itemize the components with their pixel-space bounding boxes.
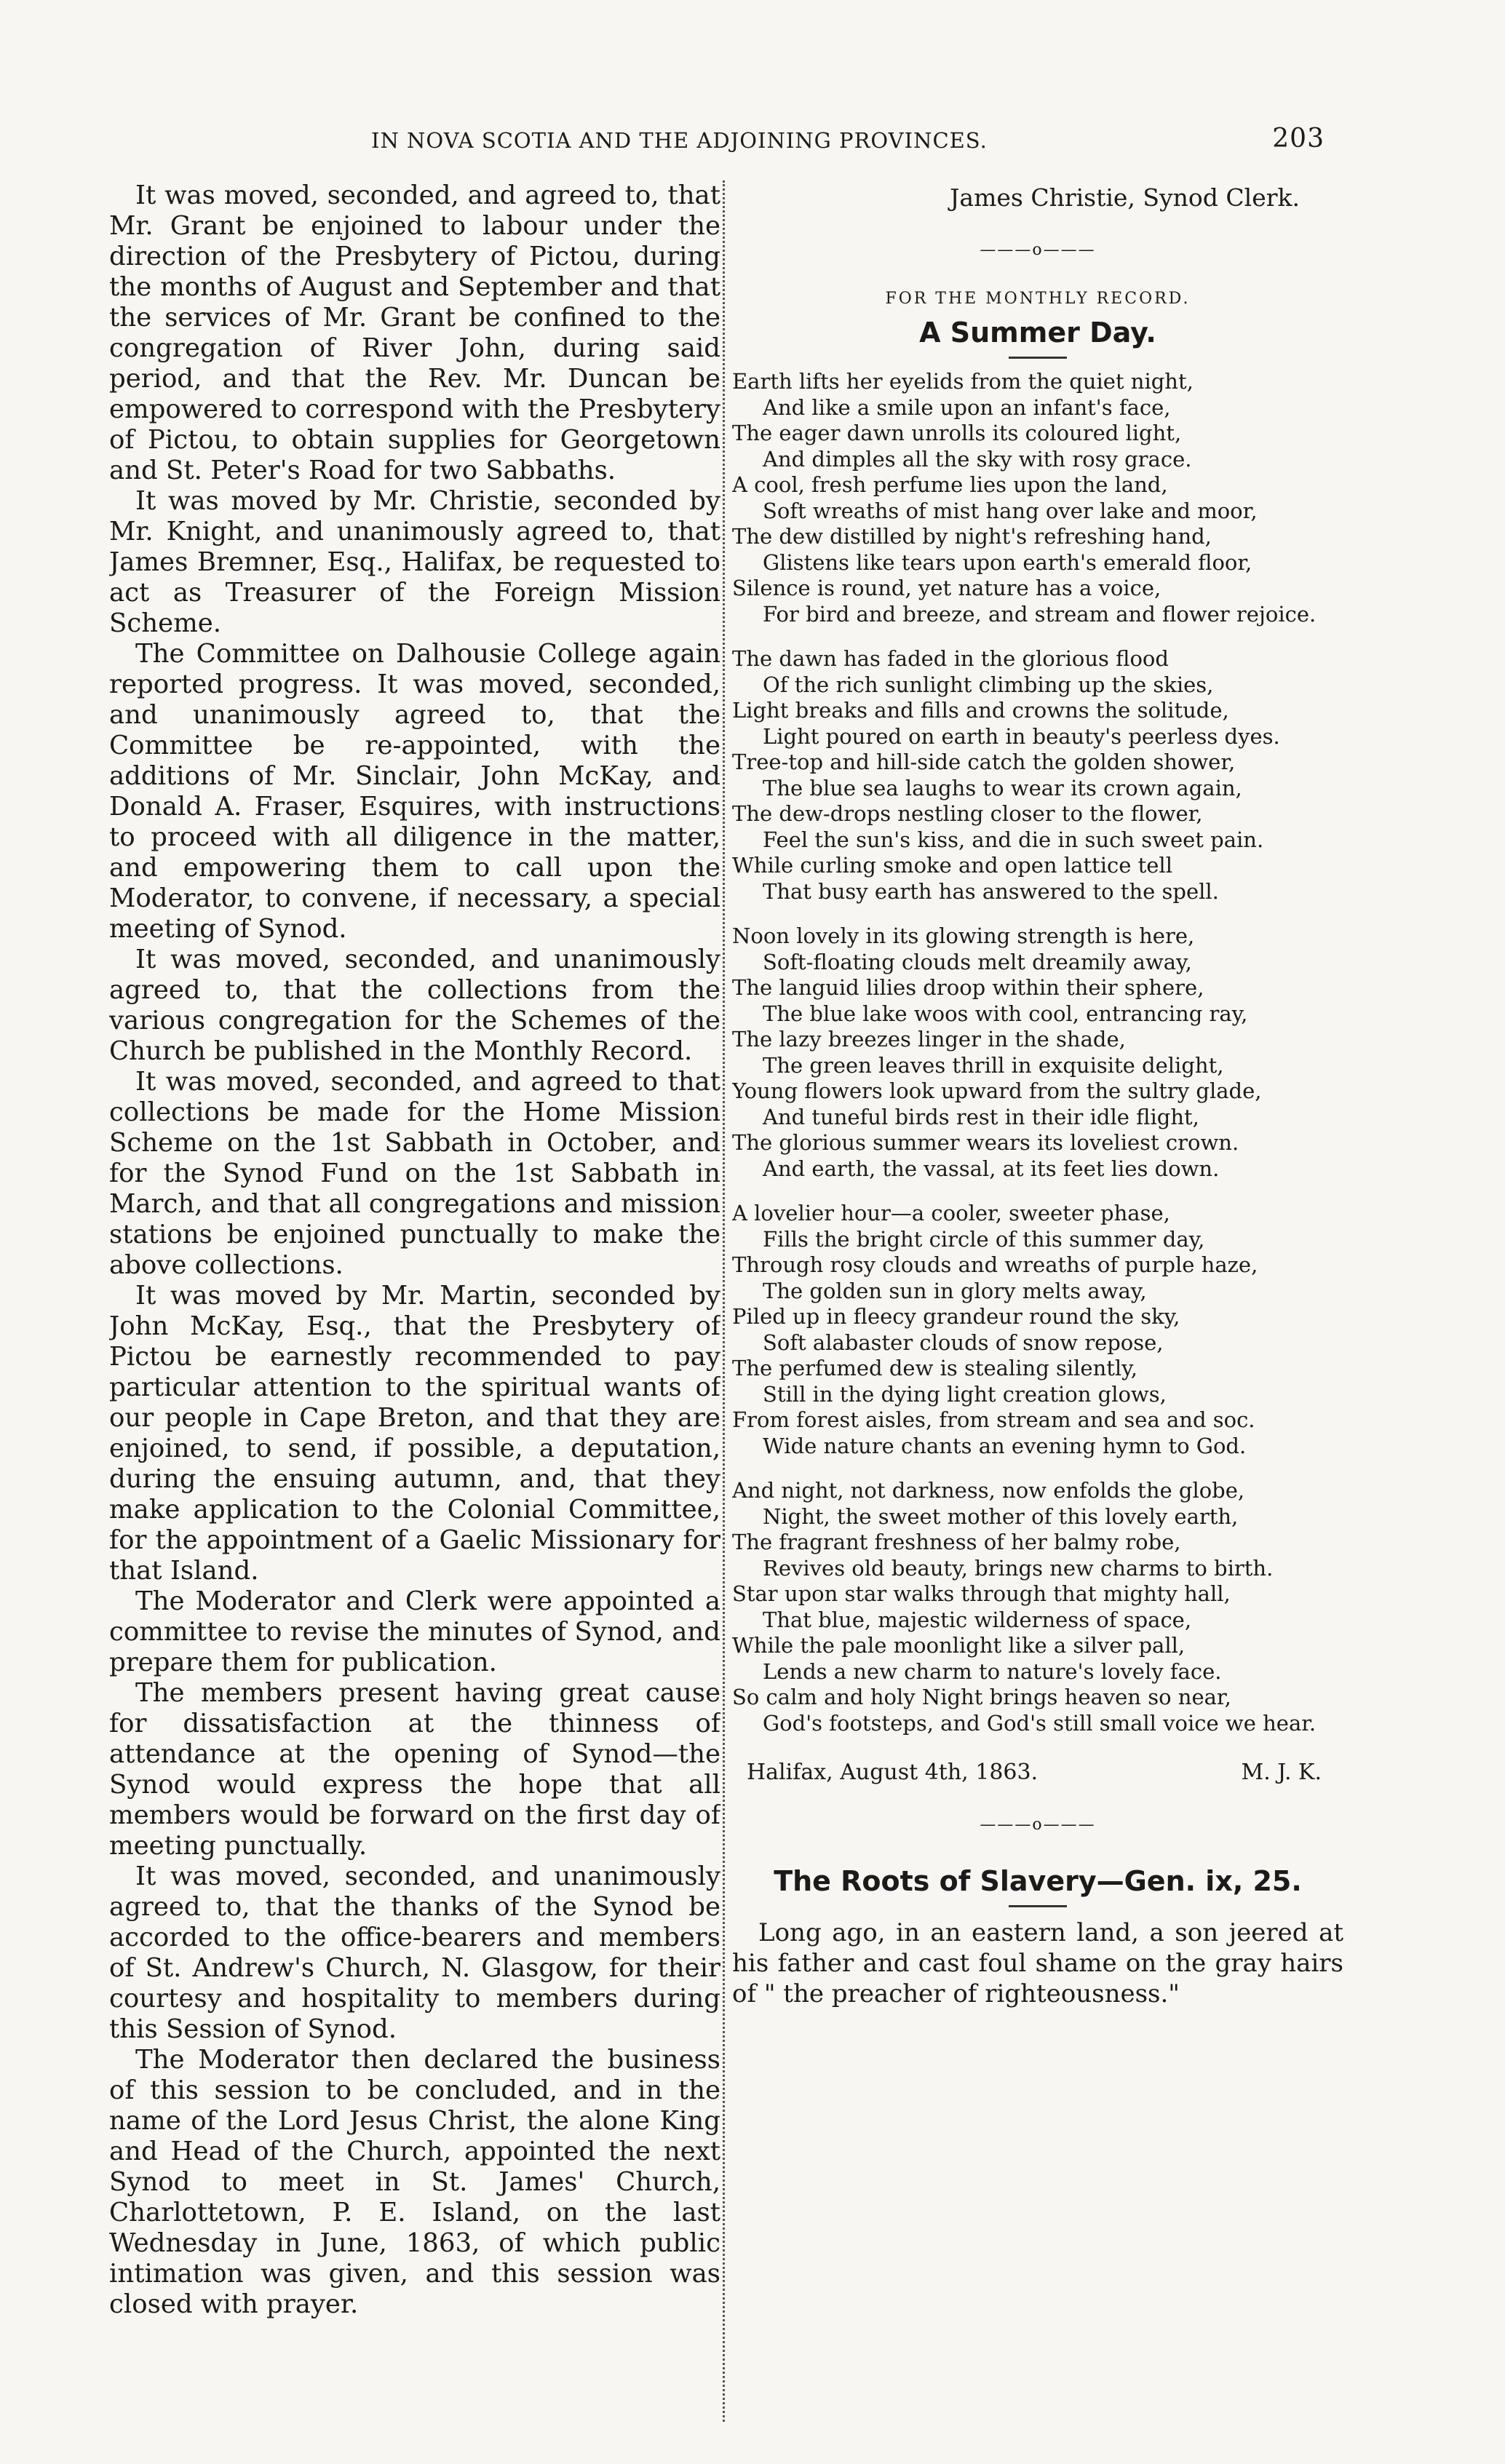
poem-line: Piled up in fleecy grandeur round the sky, [732,1304,1180,1329]
poem-line: So calm and holy Night brings heaven so near, [732,1685,1231,1709]
right-column [732,180,1343,2422]
poem-line: That blue, majestic wilderness of space, [763,1607,1192,1632]
poem-line: The fragrant freshness of her balmy robe, [732,1530,1181,1554]
article-opening: Long ago, in an eastern land, a son jeered at his father and cast foul shame on the gray hairs of " the preacher of righteousness." [732,1918,1343,2008]
poem-stanza [732,1201,1343,1459]
minutes-paragraph: It was moved, seconded, and agreed to, that Mr. Grant be enjoined to labour under the direction of the Presbytery of Pictou, during the months of August and September and that the services of Mr. Grant be confined to the congregation of River John, during said period, and that the Rev. Mr. Duncan be empowered to correspond with the Presbytery of Pictou, to obtain supplies for Georgetown and St. Peter's Road for two Sabbaths. [109,180,720,485]
minutes-paragraph: It was moved, seconded, and unanimously agreed to, that the thanks of the Synod be accorded to the office-bearers and members of St. Andrew's Church, N. Glasgow, for their courtesy and hospitality to members during this Session of Synod. [109,1861,720,2044]
poem-line: Noon lovely in its glowing strength is here, [732,923,1195,948]
minutes-paragraph: The members present having great cause for dissatisfaction at the thinness of attendance at the opening of Synod—the Synod would express the hope that all members would be forward on the first day of meeting punctually. [109,1678,720,1861]
poem-line: The blue sea laughs to wear its crown again, [763,775,1242,800]
poem-line: Tree-top and hill-side catch the golden shower, [732,750,1236,774]
poem-line: While the pale moonlight like a silver pall, [732,1633,1186,1658]
title-rule [1009,357,1067,359]
poem-line: The dawn has faded in the glorious flood [732,646,1169,671]
page-number: 203 [1272,124,1325,154]
poem-line: The golden sun in glory melts away, [763,1278,1147,1303]
poem-line: The languid lilies droop within their sphere, [732,975,1204,1000]
poem-stanza [732,923,1343,1182]
poem-line: Soft wreaths of mist hang over lake and moor, [763,498,1258,523]
poem-stanza [732,646,1343,905]
column-divider [723,180,725,2422]
poem-line: That busy earth has answered to the spell. [763,878,1219,904]
poem-line: A cool, fresh perfume lies upon the land, [732,472,1168,497]
poem-line: Feel the sun's kiss, and die in such sweet pain. [763,827,1264,852]
poem-line: And tuneful birds rest in their idle flight, [763,1104,1199,1129]
minutes-paragraph: It was moved by Mr. Martin, seconded by John McKay, Esq., that the Presbytery of Pictou be earnestly recommended to pay particular attention to the spiritual wants of our people in Cape Breton, and that they are enjoined, to send, if possible, a deputation, during the ensuing autumn, and, that they make application to the Colonial Committee, for the appointment of a Gaelic Missionary for that Island. [109,1281,720,1586]
poem-kicker: FOR THE MONTHLY RECORD. [885,290,1191,308]
poem-line: The perfumed dew is stealing silently, [732,1356,1137,1380]
minutes-paragraph: The Committee on Dalhousie College again reported progress. It was moved, seconded, and unanimously agreed to, that the Committee be re-appointed, with the additions of Mr. Sinclair, John McKay, and Donald A. Fraser, Esquires, with instructions to proceed with all diligence in the matter, and empowering them to call upon the Moderator, to convene, if necessary, a special meeting of Synod. [109,639,720,944]
poem-line: Of the rich sunlight climbing up the skies, [763,672,1214,697]
poem-line: Revives old beauty, brings new charms to birth. [763,1555,1274,1581]
running-title: IN NOVA SCOTIA AND THE ADJOINING PROVINCES. [371,128,988,153]
poem-line: Night, the sweet mother of this lovely earth, [763,1503,1239,1529]
poem-line: Light breaks and fills and crowns the solitude, [732,698,1229,723]
clerk-signature: James Christie, Synod Clerk. [950,183,1300,212]
article-title: The Roots of Slavery—Gen. ix, 25. [774,1865,1302,1897]
poem-line: And night, not darkness, now enfolds the globe, [732,1478,1245,1503]
poem-title: A Summer Day. [919,317,1156,349]
poem-line: The glorious summer wears its loveliest crown. [732,1130,1239,1155]
poem-line: God's footsteps, and God's still small voice we hear. [763,1710,1317,1736]
section-separator: ———o——— [980,1816,1096,1834]
poem-line: Still in the dying light creation glows, [763,1381,1167,1407]
minutes-paragraph: It was moved by Mr. Christie, seconded by Mr. Knight, and unanimously agreed to, that James Bremner, Esq., Halifax, be requested to act as Treasurer of the Foreign Mission Scheme. [109,486,720,638]
poem-line: Through rosy clouds and wreaths of purple haze, [732,1252,1258,1277]
poem-line: A lovelier hour—a cooler, sweeter phase, [732,1201,1170,1225]
page-header [320,124,1325,162]
poem-line: For bird and breeze, and stream and flower rejoice. [763,601,1317,627]
left-column [109,180,720,2422]
poem-line: Young flowers look upward from the sultry glade, [732,1078,1262,1103]
poem-line: The dew distilled by night's refreshing hand, [732,524,1212,549]
poem-line: The blue lake woos with cool, entrancing ray, [763,1001,1248,1026]
poem-line: The eager dawn unrolls its coloured light, [732,421,1182,445]
poem-line: Star upon star walks through that mighty hall, [732,1581,1231,1606]
poem-line: The lazy breezes linger in the shade, [732,1027,1126,1052]
poem-line: And like a smile upon an infant's face, [763,394,1171,420]
minutes-paragraph: It was moved, seconded, and agreed to that collections be made for the Home Mission Scheme on the 1st Sabbath in October, and for the Synod Fund on the 1st Sabbath in March, and that all congregations and mission stations be enjoined punctually to make the above collections. [109,1067,720,1280]
poem-line: From forest aisles, from stream and sea and soc. [732,1407,1255,1432]
minutes-paragraph: The Moderator and Clerk were appointed a committee to revise the minutes of Synod, and prepare them for publication. [109,1586,720,1677]
poem-line: Soft alabaster clouds of snow repose, [763,1330,1164,1355]
poem-line: Silence is round, yet nature has a voice, [732,576,1161,600]
poem-body [732,369,1343,1736]
poem-line: The green leaves thrill in exquisite delight, [763,1052,1224,1078]
poem-line: Soft-floating clouds melt dreamily away, [763,949,1192,974]
poem-stanza [732,1478,1343,1736]
poem-place-date: Halifax, August 4th, 1863. [747,1760,1039,1785]
poem-line: Lends a new charm to nature's lovely face. [763,1658,1222,1684]
title-rule [1009,1905,1067,1907]
poem-line: While curling smoke and open lattice tell [732,853,1172,878]
section-separator: ———o——— [980,241,1096,259]
poem-line: Wide nature chants an evening hymn to God. [763,1433,1247,1458]
poem-initials: M. J. K. [1241,1760,1322,1785]
article [732,1861,1343,2009]
poem-line: Light poured on earth in beauty's peerless dyes. [763,723,1280,749]
poem-line: The dew-drops nestling closer to the flower, [732,801,1203,826]
poem-dateline [732,1757,1343,1789]
minutes-paragraph: It was moved, seconded, and unanimously agreed to, that the collections from the various congregation for the Schemes of the Church be published in the Monthly Record. [109,945,720,1066]
poem-line: Fills the bright circle of this summer day, [763,1226,1205,1252]
poem-line: Earth lifts her eyelids from the quiet night, [732,369,1194,394]
poem-line: And dimples all the sky with rosy grace. [763,446,1192,472]
poem-stanza [732,369,1343,627]
poem-line: Glistens like tears upon earth's emerald floor, [763,549,1252,575]
minutes-paragraph: The Moderator then declared the business of this session to be concluded, and in the name of the Lord Jesus Christ, the alone King and Head of the Church, appointed the next Synod to meet in St. James' Church, Charlottetown, P. E. Island, on the last Wednesday in June, 1863, of which public intimation was given, and this session was closed with prayer. [109,2045,720,2319]
poem-line: And earth, the vassal, at its feet lies down. [763,1156,1220,1181]
